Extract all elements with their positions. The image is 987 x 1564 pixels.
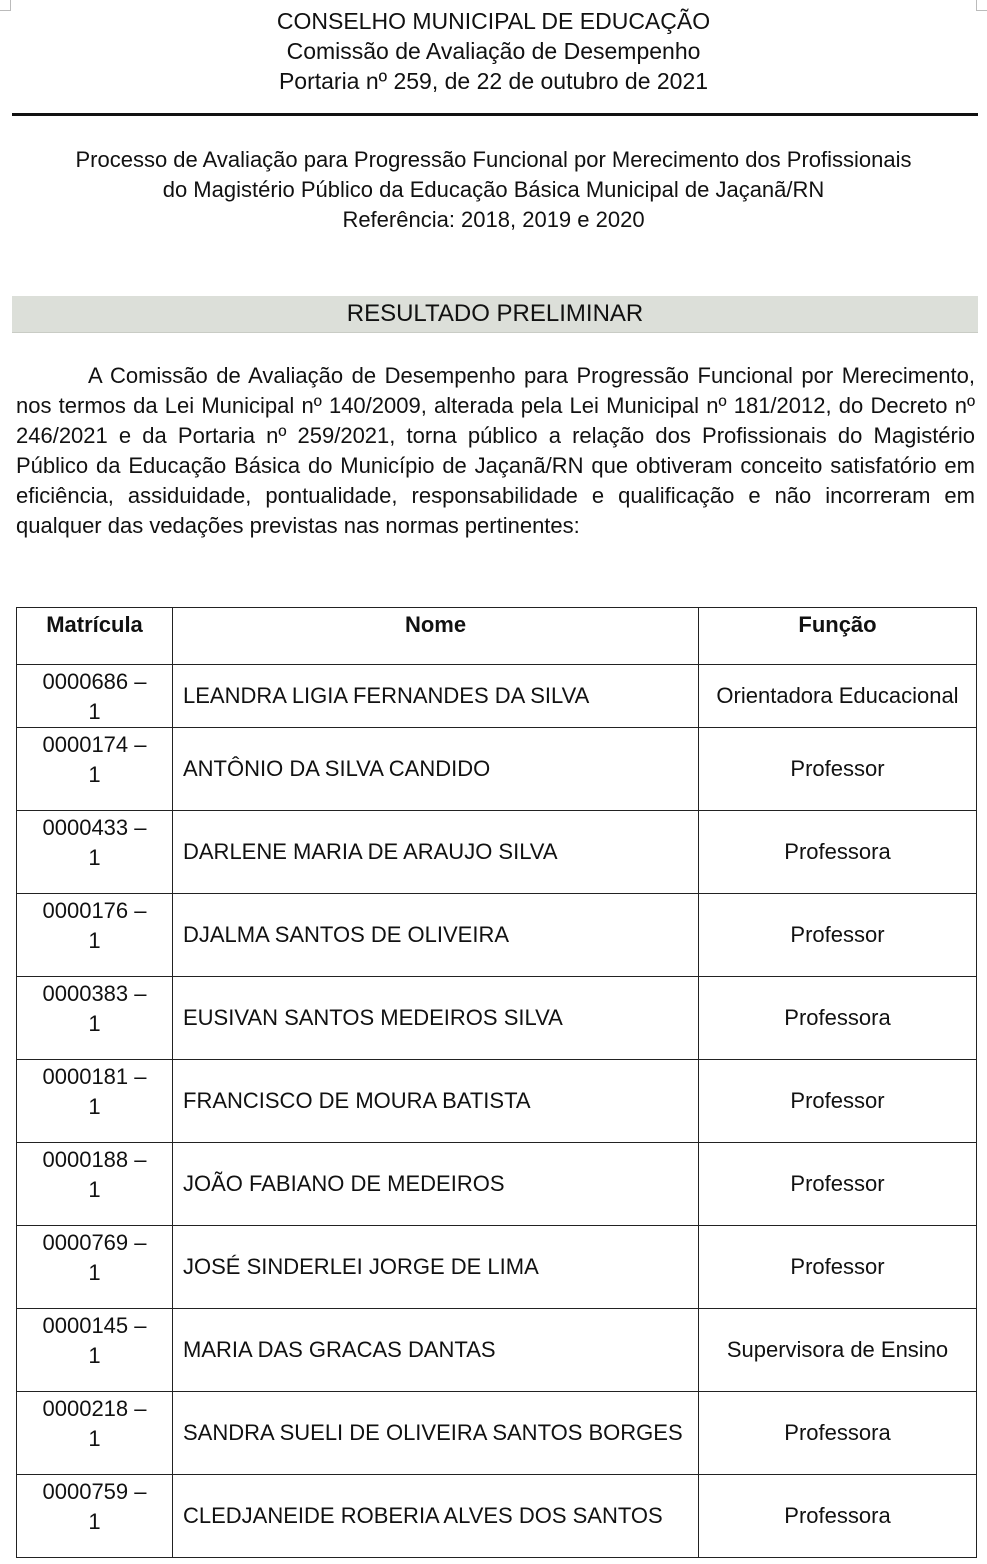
- matricula-suffix: 1: [88, 1343, 101, 1368]
- funcao-cell: Orientadora Educacional: [699, 665, 977, 728]
- council-name: CONSELHO MUNICIPAL DE EDUCAÇÃO: [276, 8, 711, 34]
- matricula-cell: [17, 894, 173, 977]
- commission-name: Comissão de Avaliação de Desempenho: [286, 38, 701, 64]
- matricula-suffix: 1: [88, 1426, 101, 1451]
- funcao-cell: Professora: [699, 977, 977, 1060]
- table-row: [17, 1060, 977, 1143]
- matricula-number: 0000145 –: [42, 1313, 147, 1338]
- table-body: [17, 665, 977, 1558]
- matricula-suffix: 1: [88, 1260, 101, 1285]
- intro-paragraph: A Comissão de Avaliação de Desempenho para Progressão Funcional por Merecimento, nos termos da Lei Municipal nº 140/2009, alterada pela Lei Municipal nº 181/2012, do Decreto nº 246/2021 e da Portaria nº 259/2021, torna público a relação dos Profissionais do Magistério Público da Educação Básica do Município de Jaçanã/RN que obtiveram conceito satisfatório em eficiência, assiduidade, pontualidade, responsabilidade e qualificação e não incorreram em qualquer das vedações previstas nas normas pertinentes:: [16, 363, 975, 538]
- matricula-cell: [17, 1392, 173, 1475]
- nome-cell: JOÃO FABIANO DE MEDEIROS: [173, 1143, 699, 1226]
- header-matricula: Matrícula: [17, 608, 173, 665]
- matricula-number: 0000181 –: [42, 1064, 147, 1089]
- matricula-cell: [17, 1475, 173, 1558]
- funcao-cell: Professor: [699, 1060, 977, 1143]
- funcao-cell: Professor: [699, 894, 977, 977]
- results-table: [16, 607, 977, 1558]
- matricula-cell: [17, 977, 173, 1060]
- funcao-cell: Professora: [699, 1475, 977, 1558]
- nome-cell: CLEDJANEIDE ROBERIA ALVES DOS SANTOS: [173, 1475, 699, 1558]
- nome-cell: JOSÉ SINDERLEI JORGE DE LIMA: [173, 1226, 699, 1309]
- portaria-line: Portaria nº 259, de 22 de outubro de 2021: [278, 68, 709, 94]
- process-description: [0, 145, 987, 235]
- nome-cell: EUSIVAN SANTOS MEDEIROS SILVA: [173, 977, 699, 1060]
- matricula-suffix: 1: [88, 845, 101, 870]
- nome-cell: MARIA DAS GRACAS DANTAS: [173, 1309, 699, 1392]
- matricula-suffix: 1: [88, 1509, 101, 1534]
- table-row: [17, 977, 977, 1060]
- matricula-number: 0000686 –: [42, 669, 147, 694]
- table-row: [17, 1226, 977, 1309]
- header-nome: Nome: [173, 608, 699, 665]
- funcao-cell: Professor: [699, 728, 977, 811]
- matricula-suffix: 1: [88, 1011, 101, 1036]
- funcao-cell: Professor: [699, 1226, 977, 1309]
- nome-cell: DARLENE MARIA DE ARAUJO SILVA: [173, 811, 699, 894]
- matricula-number: 0000188 –: [42, 1147, 147, 1172]
- table-row: [17, 1475, 977, 1558]
- matricula-cell: [17, 1143, 173, 1226]
- process-reference: Referência: 2018, 2019 e 2020: [342, 207, 645, 232]
- matricula-number: 0000769 –: [42, 1230, 147, 1255]
- nome-cell: FRANCISCO DE MOURA BATISTA: [173, 1060, 699, 1143]
- matricula-number: 0000174 –: [42, 732, 147, 757]
- nome-cell: SANDRA SUELI DE OLIVEIRA SANTOS BORGES: [173, 1392, 699, 1475]
- matricula-number: 0000176 –: [42, 898, 147, 923]
- table-row: [17, 1392, 977, 1475]
- matricula-number: 0000759 –: [42, 1479, 147, 1504]
- table-header-row: [17, 608, 977, 665]
- matricula-number: 0000433 –: [42, 815, 147, 840]
- matricula-cell: [17, 1226, 173, 1309]
- matricula-number: 0000383 –: [42, 981, 147, 1006]
- matricula-suffix: 1: [88, 1177, 101, 1202]
- funcao-cell: Professora: [699, 811, 977, 894]
- table-row: [17, 1143, 977, 1226]
- table-row: [17, 894, 977, 977]
- nome-cell: LEANDRA LIGIA FERNANDES DA SILVA: [173, 665, 699, 728]
- matricula-cell: [17, 665, 173, 728]
- table-row: [17, 728, 977, 811]
- matricula-suffix: 1: [88, 762, 101, 787]
- table-row: [17, 811, 977, 894]
- matricula-suffix: 1: [88, 699, 101, 724]
- section-banner: RESULTADO PRELIMINAR: [12, 296, 978, 333]
- matricula-number: 0000218 –: [42, 1396, 147, 1421]
- matricula-suffix: 1: [88, 1094, 101, 1119]
- matricula-cell: [17, 811, 173, 894]
- matricula-suffix: 1: [88, 928, 101, 953]
- matricula-cell: [17, 728, 173, 811]
- funcao-cell: Supervisora de Ensino: [699, 1309, 977, 1392]
- table-row: [17, 1309, 977, 1392]
- funcao-cell: Professor: [699, 1143, 977, 1226]
- process-line-1: Processo de Avaliação para Progressão Funcional por Merecimento dos Profissionais: [75, 147, 912, 172]
- matricula-cell: [17, 1309, 173, 1392]
- header-divider: [12, 113, 978, 116]
- matricula-cell: [17, 1060, 173, 1143]
- nome-cell: DJALMA SANTOS DE OLIVEIRA: [173, 894, 699, 977]
- header-funcao: Função: [699, 608, 977, 665]
- funcao-cell: Professora: [699, 1392, 977, 1475]
- nome-cell: ANTÔNIO DA SILVA CANDIDO: [173, 728, 699, 811]
- table-row: [17, 665, 977, 728]
- document-header: [0, 6, 987, 96]
- process-line-2: do Magistério Público da Educação Básica Municipal de Jaçanã/RN: [162, 177, 825, 202]
